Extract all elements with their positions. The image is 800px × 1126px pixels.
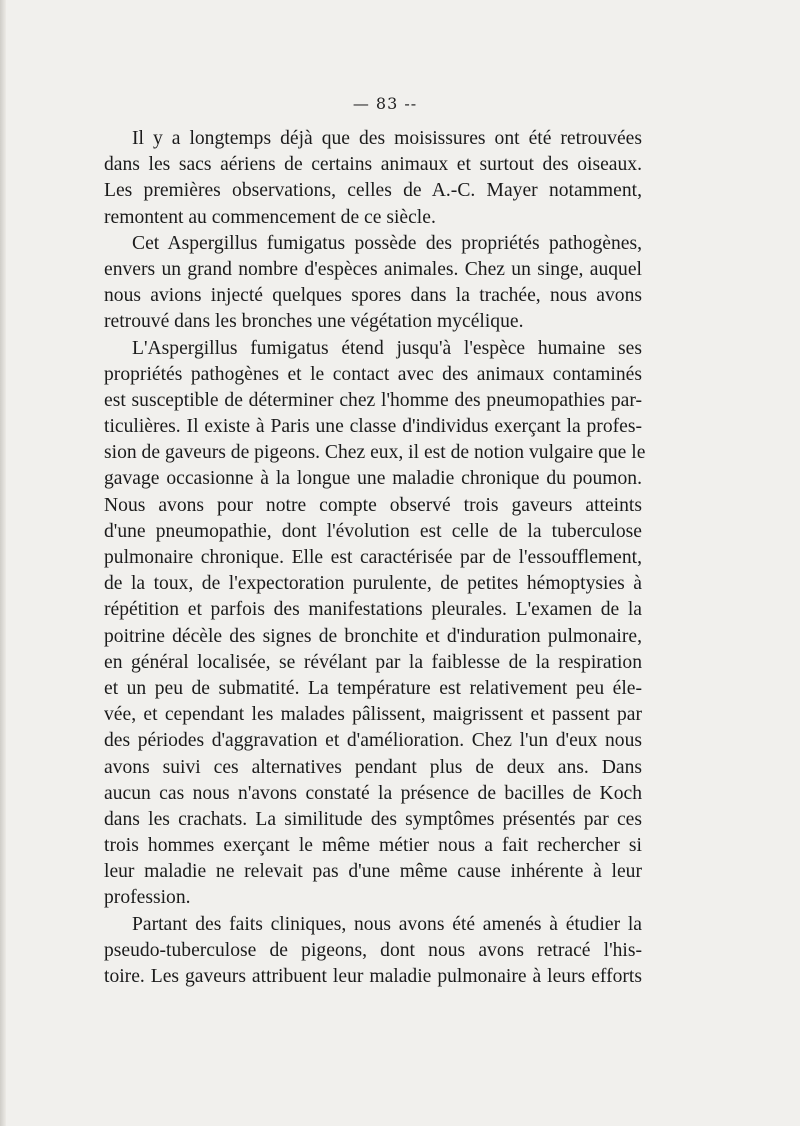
text-line: gavage occasionne à la longue une maladie chronique du poumon.: [104, 468, 642, 490]
text-line: L'Aspergillus fumigatus étend jusqu'à l'espèce humaine ses: [132, 337, 642, 359]
text-line: retrouvé dans les bronches une végétation mycélique.: [104, 311, 524, 333]
text-line: avons suivi ces alternatives pendant plus de deux ans. Dans: [104, 756, 642, 778]
text-line: profession.: [104, 887, 191, 909]
text-line: envers un grand nombre d'espèces animales. Chez un singe, auquel: [104, 258, 642, 280]
text-line: ticulières. Il existe à Paris une classe d'individus exerçant la profes-: [104, 416, 642, 438]
page-number: — 83 --: [352, 94, 418, 113]
text-line: Cet Aspergillus fumigatus possède des propriétés pathogènes,: [132, 232, 642, 254]
body-text: [104, 126, 646, 990]
text-line: Nous avons pour notre compte observé trois gaveurs atteints: [104, 494, 642, 516]
text-line: dans les crachats. La similitude des symptômes présentés par ces: [104, 808, 642, 830]
text-line: est susceptible de déterminer chez l'homme des pneumopathies par-: [104, 389, 642, 411]
text-line: trois hommes exerçant le même métier nous a fait rechercher si: [104, 835, 642, 857]
text-line: nous avions injecté quelques spores dans la trachée, nous avons: [104, 285, 642, 307]
text-line: poitrine décèle des signes de bronchite et d'induration pulmonaire,: [104, 625, 642, 647]
text-line: sion de gaveurs de pigeons. Chez eux, il est de notion vulgaire que le: [104, 442, 646, 464]
text-line: aucun cas nous n'avons constaté la présence de bacilles de Koch: [104, 782, 642, 804]
text-line: vée, et cependant les malades pâlissent, maigrissent et passent par: [104, 704, 642, 726]
text-line: dans les sacs aériens de certains animaux et surtout des oiseaux.: [104, 154, 642, 176]
text-line: et un peu de submatité. La température est relativement peu éle-: [104, 677, 642, 699]
text-line: Les premières observations, celles de A.-C. Mayer notamment,: [104, 180, 642, 202]
text-line: de la toux, de l'expectoration purulente, de petites hémoptysies à: [104, 573, 642, 595]
text-line: des périodes d'aggravation et d'amélioration. Chez l'un d'eux nous: [104, 730, 642, 752]
text-line: remontent au commencement de ce siècle.: [104, 206, 436, 228]
text-line: propriétés pathogènes et le contact avec des animaux contaminés: [104, 363, 642, 385]
text-line: Partant des faits cliniques, nous avons été amenés à étudier la: [132, 913, 642, 935]
text-line: en général localisée, se révélant par la faiblesse de la respiration: [104, 651, 642, 673]
text-line: toire. Les gaveurs attribuent leur maladie pulmonaire à leurs efforts: [104, 966, 642, 987]
text-line: d'une pneumopathie, dont l'évolution est celle de la tuberculose: [104, 520, 642, 542]
text-line: répétition et parfois des manifestations pleurales. L'examen de la: [104, 599, 642, 621]
text-line: Il y a longtemps déjà que des moisissures ont été retrouvées: [132, 128, 642, 149]
text-line: leur maladie ne relevait pas d'une même cause inhérente à leur: [104, 861, 642, 883]
text-line: pulmonaire chronique. Elle est caractérisée par de l'essoufflement,: [104, 547, 642, 568]
text-line: pseudo-tuberculose de pigeons, dont nous avons retracé l'his-: [104, 939, 642, 961]
page-edge-shadow: [0, 0, 6, 1126]
